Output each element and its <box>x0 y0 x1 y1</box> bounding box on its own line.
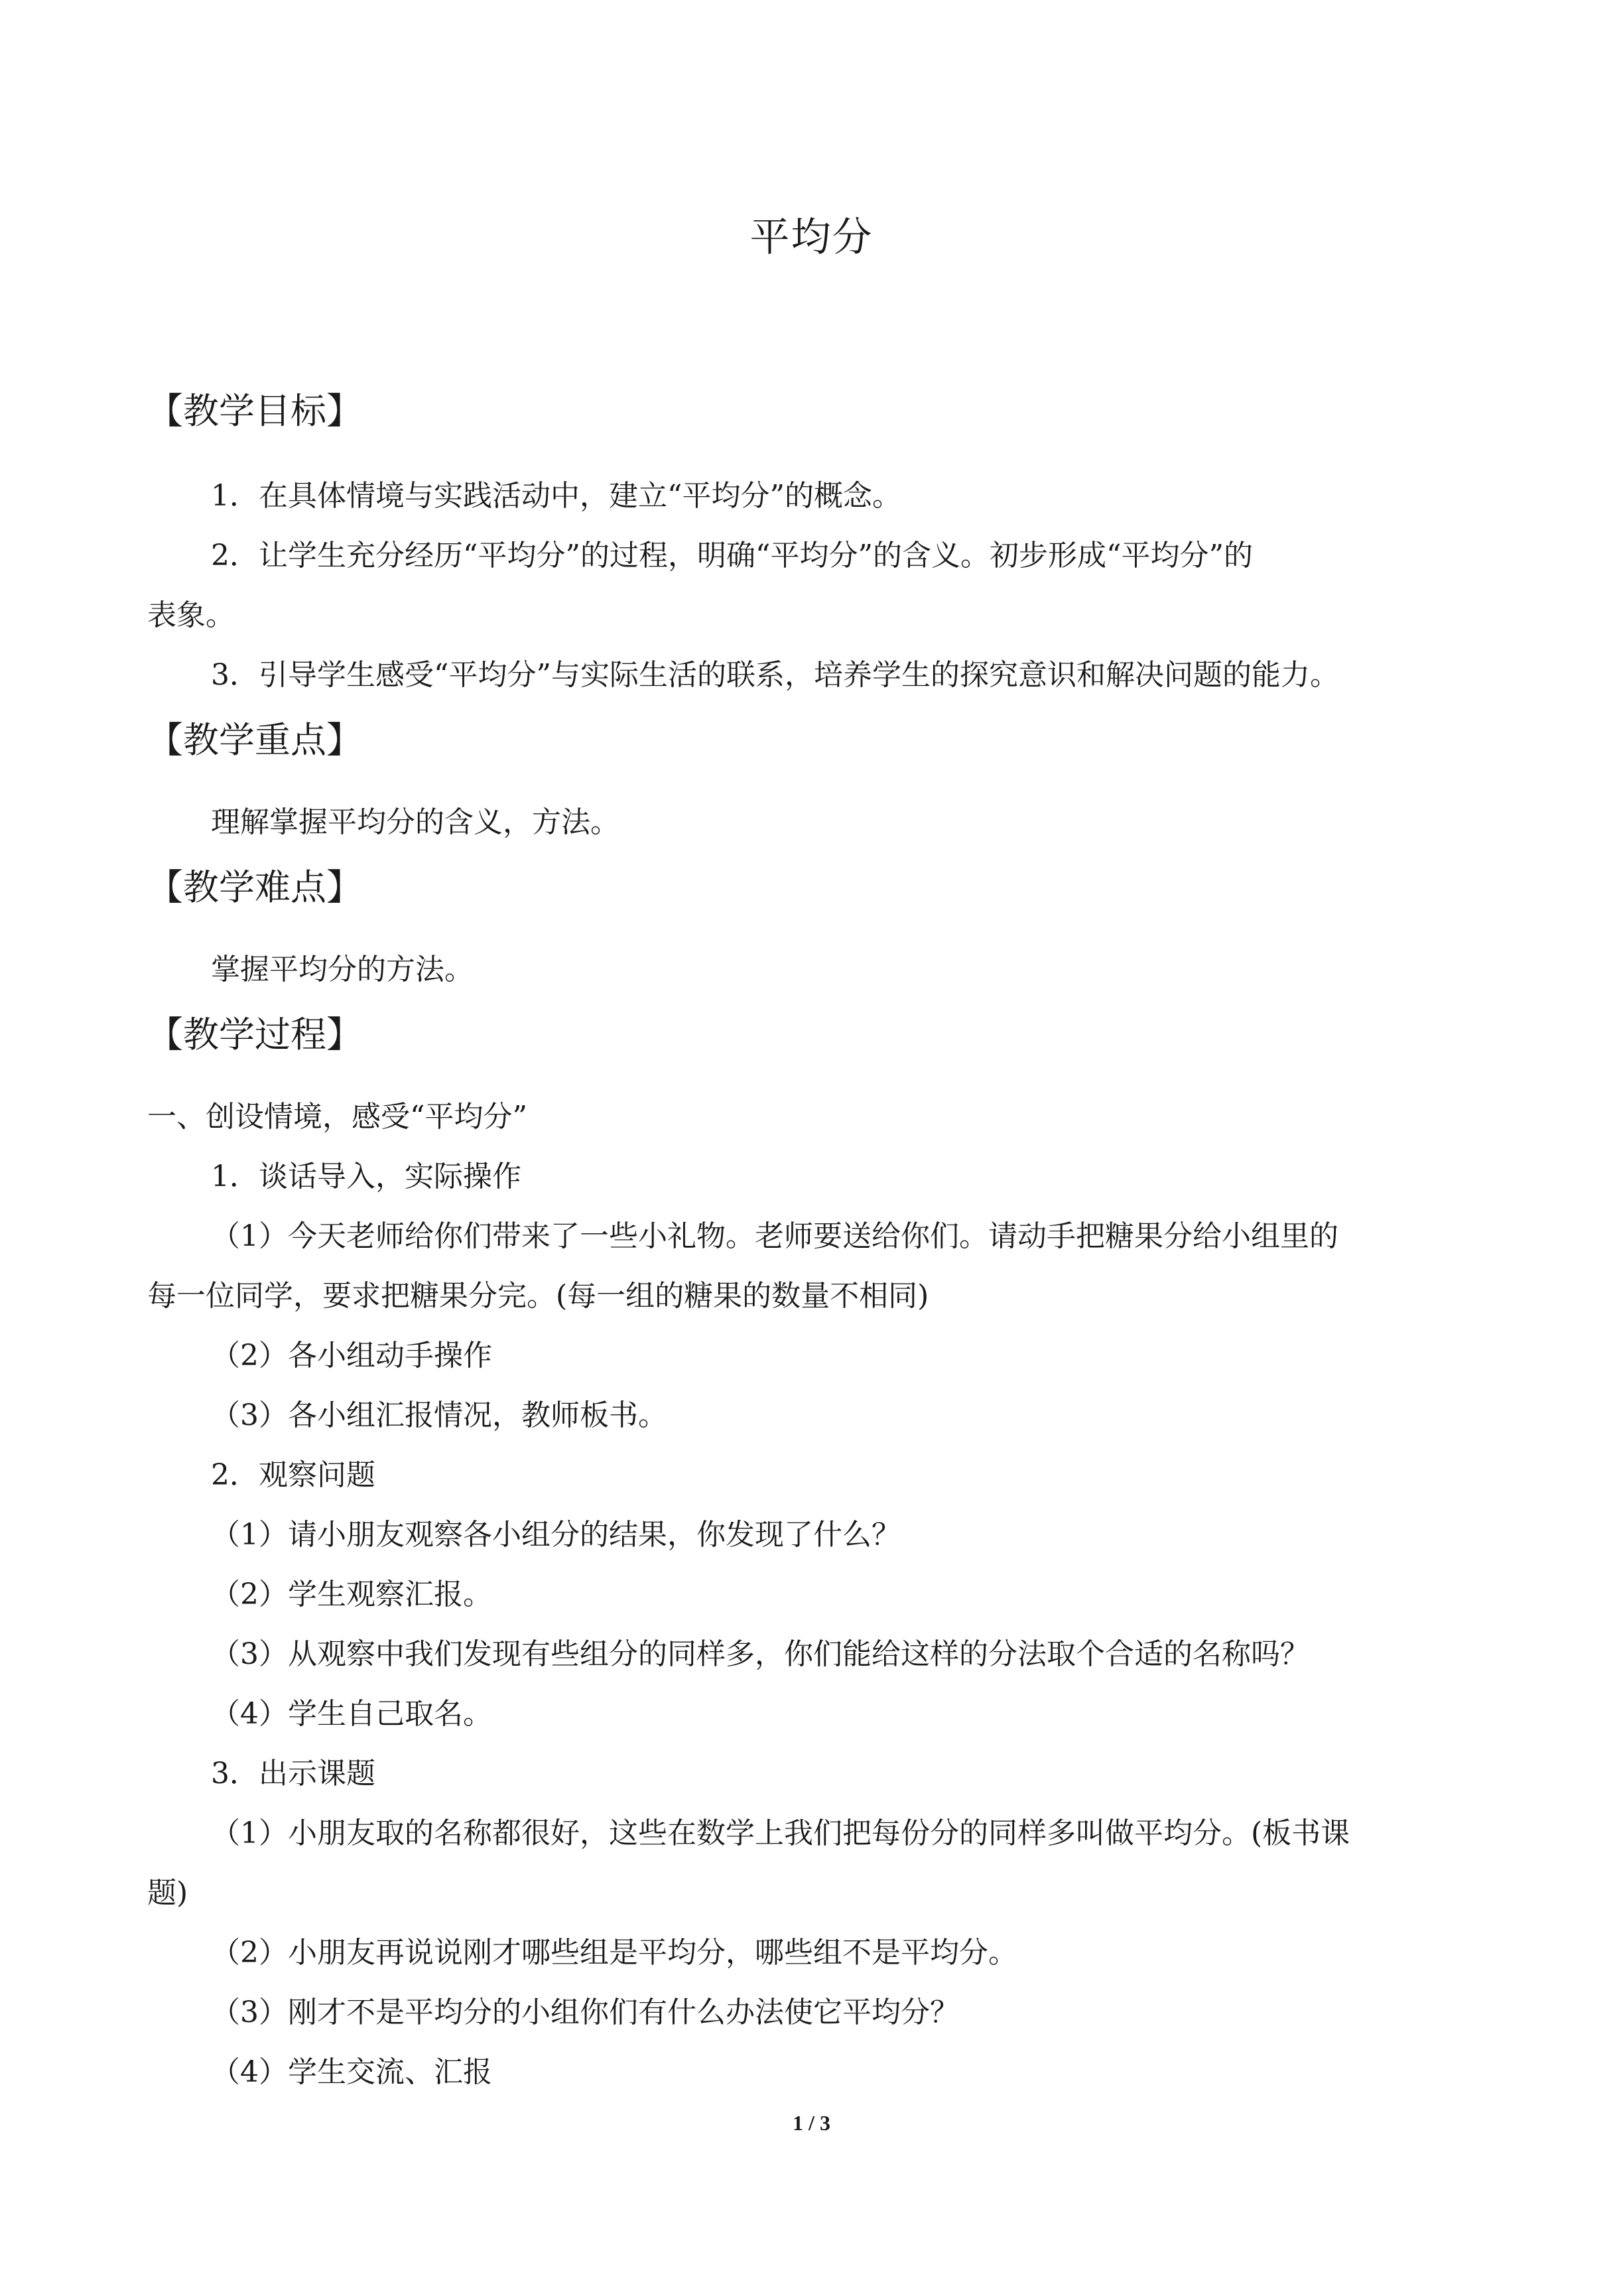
document-title: 平均分 <box>749 214 874 261</box>
section-heading-objectives: 【教学目标】 <box>147 390 362 432</box>
process-step-2-title: 2．观察问题 <box>211 1458 375 1492</box>
objective-item-2-line-2: 表象。 <box>147 598 235 632</box>
process-step-1-item-3: （3）各小组汇报情况，教师板书。 <box>211 1398 667 1432</box>
process-step-2-item-4: （4）学生自己取名。 <box>211 1697 492 1731</box>
process-step-1-item-1-line-2: 每一位同学，要求把糖果分完。(每一组的糖果的数量不相同) <box>147 1279 929 1313</box>
difficulties-text: 掌握平均分的方法。 <box>211 953 474 986</box>
section-heading-key-points: 【教学重点】 <box>147 719 362 761</box>
process-step-3-title: 3．出示课题 <box>211 1757 375 1790</box>
section-heading-difficulties: 【教学难点】 <box>147 866 362 908</box>
objective-item-3: 3．引导学生感受“平均分”与实际生活的联系，培养学生的探究意识和解决问题的能力。 <box>211 658 1339 692</box>
objective-item-2-line-1: 2．让学生充分经历“平均分”的过程，明确“平均分”的含义。初步形成“平均分”的 <box>211 539 1253 573</box>
process-step-3-item-1-line-2: 题) <box>147 1876 188 1910</box>
objective-item-1: 1．在具体情境与实践活动中，建立“平均分”的概念。 <box>211 479 901 513</box>
process-part-1-title: 一、创设情境，感受“平均分” <box>147 1100 527 1134</box>
process-step-1-title: 1．谈话导入，实际操作 <box>211 1160 521 1193</box>
process-step-3-item-1-line-1: （1）小朋友取的名称都很好，这些在数学上我们把每份分的同样多叫做平均分。(板书课 <box>211 1816 1350 1850</box>
key-points-text: 理解掌握平均分的含义，方法。 <box>211 805 619 839</box>
process-step-3-item-2: （2）小朋友再说说刚才哪些组是平均分，哪些组不是平均分。 <box>211 1936 1017 1970</box>
process-step-2-item-2: （2）学生观察汇报。 <box>211 1578 492 1611</box>
process-step-1-item-2: （2）各小组动手操作 <box>211 1339 492 1373</box>
process-step-2-item-1: （1）请小朋友观察各小组分的结果，你发现了什么？ <box>211 1518 901 1552</box>
process-step-1-item-1-line-1: （1）今天老师给你们带来了一些小礼物。老师要送给你们。请动手把糖果分给小组里的 <box>211 1219 1338 1253</box>
process-step-3-item-3: （3）刚才不是平均分的小组你们有什么办法使它平均分？ <box>211 1995 959 2029</box>
page-number: 1 / 3 <box>793 2111 830 2135</box>
process-step-3-item-4: （4）学生交流、汇报 <box>211 2055 492 2089</box>
process-step-2-item-3: （3）从观察中我们发现有些组分的同样多，你们能给这样的分法取个合适的名称吗？ <box>211 1637 1309 1671</box>
section-heading-process: 【教学过程】 <box>147 1014 362 1055</box>
